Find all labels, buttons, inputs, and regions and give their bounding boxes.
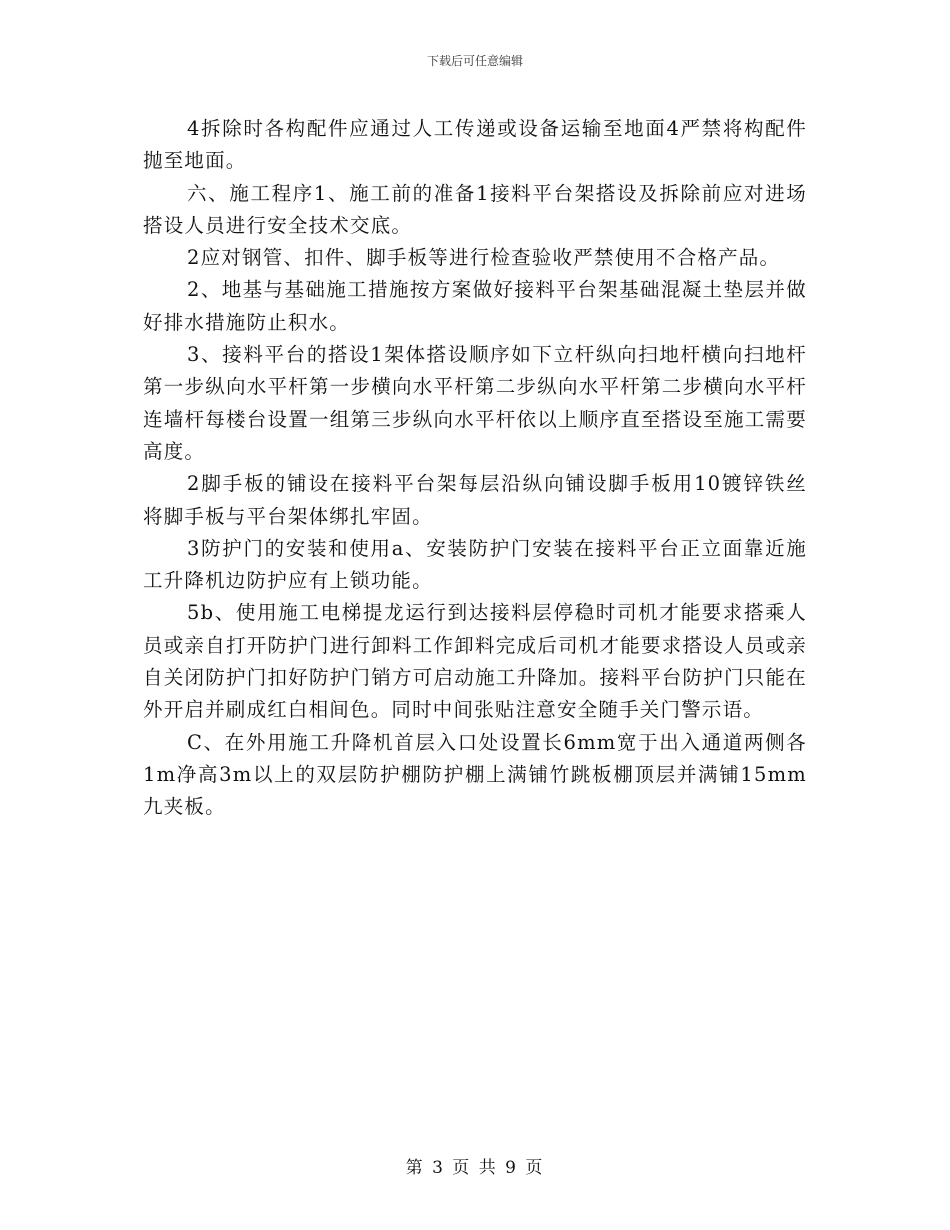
- paragraph: 5b、使用施工电梯提龙运行到达接料层停稳时司机才能要求搭乘人员或亲自打开防护门进行卸料工作卸料完成后司机才能要求搭设人员或亲自关闭防护门扣好防护门销方可启动施工升降加。接料平台防护门只能在外开启并刷成红白相间色。同时中间张贴注意安全随手关门警示语。: [143, 601, 807, 722]
- paragraph: 六、施工程序1、施工前的准备1接料平台架搭设及拆除前应对进场搭设人员进行安全技术交底。: [143, 181, 807, 237]
- page-header-note: 下载后可任意编辑: [426, 54, 523, 68]
- paragraph: 3防护门的安装和使用a、安装防护门安装在接料平台正立面靠近施工升降机边防护应有上锁功能。: [143, 536, 807, 593]
- paragraph: 4拆除时各构配件应通过人工传递或设备运输至地面4严禁将构配件抛至地面。: [143, 117, 807, 173]
- page-number: 第 3 页 共 9 页: [405, 1158, 545, 1178]
- paragraph: 2、地基与基础施工措施按方案做好接料平台架基础混凝土垫层并做好排水措施防止积水。: [143, 278, 807, 334]
- paragraph: 3、接料平台的搭设1架体搭设顺序如下立杆纵向扫地杆横向扫地杆第一步纵向水平杆第一步横向水平杆第二步纵向水平杆第二步横向水平杆连墙杆每楼台设置一组第三步纵向水平杆依以上顺序直至搭设至施工需要高度。: [143, 343, 807, 463]
- paragraph: 2应对钢管、扣件、脚手板等进行检查验收严禁使用不合格产品。: [187, 246, 781, 270]
- paragraph: 2脚手板的铺设在接料平台架每层沿纵向铺设脚手板用10镀锌铁丝将脚手板与平台架体绑扎牢固。: [143, 472, 807, 528]
- paragraph: C、在外用施工升降机首层入口处设置长6mm宽于出入通道两侧各1m净高3m以上的双层防护棚防护棚上满铺竹跳板棚顶层并满铺15mm九夹板。: [143, 730, 807, 819]
- document-body: [143, 113, 807, 824]
